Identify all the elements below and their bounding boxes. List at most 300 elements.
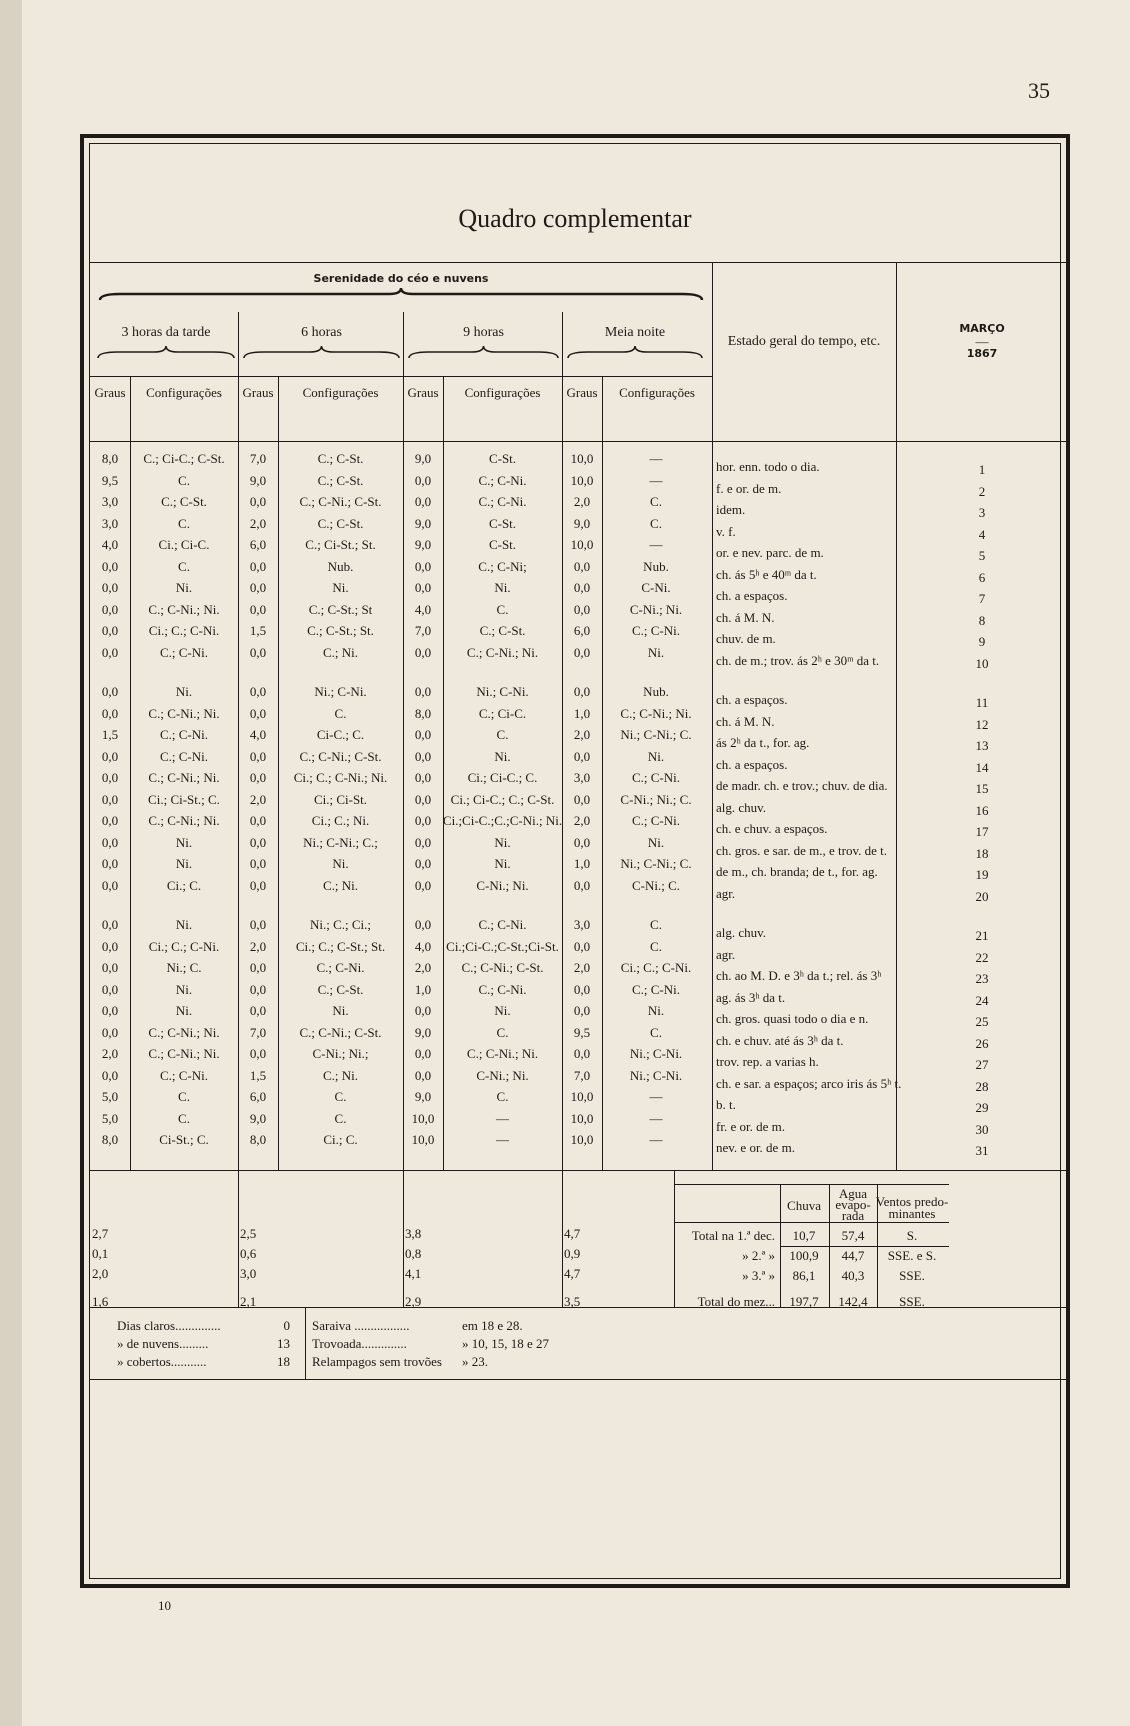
month-dash: —: [975, 334, 989, 349]
cell-graus: 10,0: [570, 537, 594, 552]
cell-config: Ni.: [175, 917, 193, 932]
cell-config: —: [496, 1132, 509, 1147]
cell-graus: 0,0: [101, 705, 119, 721]
cell-config: Ci-C.; C.: [316, 727, 365, 742]
totals-row-label: » 2.ª »: [742, 1248, 775, 1263]
cell-config: —: [649, 1089, 663, 1104]
mean-value: 0,1: [92, 1246, 109, 1261]
cell-config: —: [496, 1110, 509, 1126]
time-brace: [244, 346, 399, 358]
cell-config: C.; C-Ni.: [316, 960, 365, 975]
cell-config: C.: [496, 601, 509, 617]
cell-graus: 2,0: [573, 727, 591, 742]
cell-graus: 0,0: [414, 494, 432, 509]
mean-value: 4,1: [405, 1266, 422, 1281]
cell-config: C.; C-St.: [317, 515, 364, 531]
cell-graus: 0,0: [249, 877, 267, 893]
cell-config: Ni.: [494, 834, 511, 850]
signature-mark: 10: [158, 1598, 171, 1613]
cell-config: Ci.; C.; C-Ni.: [620, 960, 692, 975]
cell-graus: 0,0: [414, 791, 432, 807]
cell-graus: 0,0: [101, 770, 119, 785]
cell-graus: 0,0: [414, 727, 432, 742]
cell-config: C-Ni.: [641, 580, 671, 595]
summary-value: » 23.: [462, 1354, 488, 1369]
cell-graus: 5,0: [101, 1110, 119, 1126]
cell-config: Ci.; C.; C-Ni.: [148, 938, 220, 954]
summary-value: » 10, 15, 18 e 27: [462, 1336, 550, 1351]
cell-config: Ci.; Ci-St.; C.: [148, 791, 220, 807]
cell-config: C.; C-Ni.; C-St.: [299, 1024, 382, 1040]
mean-value: 2,5: [240, 1226, 257, 1241]
cell-graus: 0,0: [249, 580, 267, 595]
cell-graus: 2,0: [249, 938, 267, 954]
mean-value: 3,0: [240, 1266, 257, 1281]
cell-config: C.; C-Ni.; C-St.: [299, 494, 382, 509]
mean-value: 0,6: [240, 1246, 257, 1261]
cell-graus: 5,0: [101, 1089, 119, 1104]
cell-config: C.; C-Ni.; Ni.: [466, 1046, 539, 1061]
cell-graus: 2,0: [573, 813, 591, 828]
cell-graus: 1,0: [414, 981, 432, 997]
cell-graus: 0,0: [414, 834, 432, 850]
cell-graus: 0,0: [101, 938, 119, 954]
time-heading: 6 horas: [301, 325, 342, 340]
cell-graus: 0,0: [101, 1067, 119, 1083]
config-heading: Configurações: [146, 385, 222, 400]
cell-day: 17: [975, 824, 989, 839]
cell-config: Ci.; Ci-C.; C.; C-St.: [450, 791, 555, 807]
cell-day: 20: [975, 888, 989, 904]
cell-graus: 10,0: [411, 1132, 435, 1147]
cell-config: C-Ni.; C.: [631, 877, 681, 893]
cell-config: C.; C-Ni.; Ni.: [148, 1046, 220, 1061]
cell-graus: 7,0: [414, 623, 432, 638]
cell-graus: 0,0: [101, 856, 119, 871]
cell-config: C.; C-Ni.; Ni.: [148, 601, 220, 617]
config-heading: Configurações: [464, 385, 541, 400]
cell-estado: chuv. de m.: [716, 631, 776, 646]
cell-graus: 0,0: [573, 684, 591, 699]
cell-graus: 10,0: [570, 451, 594, 466]
time-heading: 9 horas: [463, 325, 504, 340]
cell-estado: v. f.: [716, 523, 736, 539]
cell-graus: 0,0: [101, 834, 119, 850]
totals-ventos-heading: minantes: [888, 1206, 936, 1221]
cell-graus: 10,0: [570, 1089, 594, 1104]
cell-estado: nev. e or. de m.: [716, 1140, 795, 1155]
cell-graus: 9,0: [249, 1110, 267, 1126]
totals-agua-value: 57,4: [841, 1228, 865, 1243]
cell-config: Ni.: [647, 834, 665, 850]
cell-graus: 1,5: [249, 1067, 267, 1083]
time-heading: 3 horas da tarde: [121, 325, 211, 340]
cell-graus: 3,0: [573, 917, 591, 932]
cell-estado: ch. de m.; trov. ás 2ʰ e 30ᵐ da t.: [716, 652, 880, 668]
cell-config: —: [649, 1110, 663, 1126]
cell-estado: fr. e or. de m.: [716, 1118, 785, 1134]
cell-graus: 1,5: [101, 727, 119, 742]
cell-graus: 0,0: [101, 580, 119, 595]
cell-config: C-Ni.; Ni.: [629, 601, 683, 617]
cell-estado: ch. gros. quasi todo o dia e n.: [716, 1011, 869, 1026]
cell-estado: ás 2ʰ da t., for. ag.: [716, 735, 810, 750]
cell-config: Ni.: [494, 856, 511, 871]
cell-graus: 6,0: [573, 623, 591, 638]
cell-graus: 2,0: [249, 791, 267, 807]
cell-config: C.; C-Ni;: [478, 558, 527, 574]
cell-config: Ni.: [494, 1003, 511, 1018]
cell-estado: ag. ás 3ʰ da t.: [716, 989, 786, 1005]
cell-graus: 0,0: [414, 917, 432, 932]
cell-estado: ch. e sar. a espaços; arco iris ás 5ʰ t.: [716, 1075, 902, 1091]
page-number: 35: [1028, 78, 1050, 103]
cell-config: C.; C-St.: [161, 494, 207, 509]
cell-config: Ci.; C.; C-Ni.; Ni.: [293, 770, 388, 785]
cell-estado: idem.: [716, 502, 746, 517]
cell-config: C.; C-Ni.: [159, 644, 209, 660]
cell-graus: 7,0: [573, 1067, 591, 1083]
cell-day: 9: [978, 634, 986, 649]
cell-graus: 9,0: [249, 472, 267, 488]
summary-label: » cobertos...........: [117, 1354, 207, 1369]
cell-graus: 0,0: [101, 684, 119, 699]
cell-estado: ch. a espaços.: [716, 588, 788, 603]
cell-graus: 0,0: [101, 791, 119, 807]
cell-day: 29: [975, 1100, 989, 1115]
cell-estado: ch. á M. N.: [716, 609, 775, 625]
totals-ventos-value: SSE.: [899, 1268, 925, 1283]
cell-estado: trov. rep. a varias h.: [716, 1054, 819, 1069]
cell-graus: 0,0: [249, 558, 267, 574]
cell-config: C.; C-Ni.; Ni.: [466, 644, 539, 660]
cell-config: —: [649, 537, 663, 552]
cell-config: —: [649, 472, 663, 488]
summary-label: Trovoada..............: [312, 1336, 407, 1351]
cell-graus: 8,0: [249, 1132, 267, 1147]
col-divider-graus: [130, 376, 131, 1170]
cell-graus: 0,0: [249, 684, 267, 699]
cell-config: Ni.; C-Ni.; C.: [620, 727, 692, 742]
cell-graus: 0,0: [573, 877, 591, 893]
cell-graus: 7,0: [249, 451, 267, 466]
cell-day: 11: [975, 695, 989, 710]
cell-config: Ci-St.; C.: [159, 1132, 209, 1147]
cell-estado: hor. enn. todo o dia.: [716, 459, 820, 474]
cell-estado: ch. e chuv. a espaços.: [716, 821, 828, 836]
totals-chuva-divider: [780, 1184, 781, 1307]
table-frame-inner: [89, 143, 1061, 1579]
config-heading: Configurações: [619, 385, 695, 400]
cell-config: C.; C-St.: [317, 472, 364, 488]
totals-chuva-value: 86,1: [792, 1268, 816, 1283]
cell-config: Ni.: [175, 856, 193, 871]
cell-config: Ni.: [494, 748, 511, 764]
cell-config: Ni.: [494, 580, 511, 595]
summary-label: » de nuvens.........: [117, 1336, 209, 1351]
mean-value: 2,1: [240, 1294, 257, 1309]
cell-config: Ni.: [647, 1003, 665, 1018]
cell-config: C.: [650, 938, 662, 954]
cell-day: 21: [975, 928, 989, 943]
totals-agua-heading: rada: [841, 1208, 865, 1223]
summary-value: 13: [277, 1336, 290, 1351]
cell-graus: 1,0: [573, 856, 591, 871]
month-heading: MARÇO: [959, 322, 1005, 335]
cell-config: C.; C-Ni.: [478, 494, 527, 509]
cell-config: Ni.; C-Ni.: [629, 1067, 683, 1083]
cell-graus: 0,0: [414, 813, 432, 828]
cell-graus: 0,0: [573, 1003, 591, 1018]
cell-graus: 4,0: [414, 938, 432, 954]
col-divider-graus: [443, 376, 444, 1170]
year-heading: 1867: [966, 347, 998, 360]
cell-config: C.; Ci-C.: [478, 705, 527, 721]
cell-day: 30: [975, 1121, 989, 1137]
config-heading: Configurações: [302, 385, 379, 400]
cell-graus: 10,0: [570, 1110, 594, 1126]
cell-day: 4: [978, 526, 986, 542]
cell-graus: 9,0: [414, 515, 432, 531]
totals-header-rule: [674, 1184, 949, 1185]
cell-graus: 0,0: [101, 748, 119, 764]
cell-config: C-St.: [488, 515, 517, 531]
cell-config: C.; Ni.: [322, 877, 359, 893]
cell-config: Ci.; C.: [323, 1132, 358, 1147]
cell-graus: 0,0: [249, 494, 267, 509]
cell-day: 18: [975, 845, 989, 861]
cell-config: C.; C-Ni.; C-St.: [461, 960, 544, 975]
cell-config: C.: [334, 1089, 347, 1104]
totals-row-label: Total na 1.ª dec.: [691, 1228, 775, 1243]
totals-ventos-heading: Ventos predo-: [875, 1194, 949, 1209]
graus-heading: Graus: [94, 385, 126, 400]
cell-day: 1: [978, 462, 986, 477]
cell-config: Ni.; C.: [166, 960, 202, 975]
cell-graus: 0,0: [101, 601, 119, 617]
cell-graus: 0,0: [249, 834, 267, 850]
cell-config: Ni.: [175, 580, 193, 595]
cell-graus: 2,0: [101, 1046, 119, 1061]
cell-config: C.: [178, 1110, 190, 1126]
cell-graus: 0,0: [249, 748, 267, 764]
cell-config: C-Ni.; Ni.: [476, 877, 529, 893]
totals-agua-value: 44,7: [841, 1248, 865, 1263]
cell-graus: 0,0: [414, 644, 432, 660]
data-grid: [90, 144, 1060, 1578]
cell-config: Ni.: [647, 644, 665, 660]
cell-config: Ci.; Ci-St.: [313, 791, 368, 807]
cell-graus: 0,0: [573, 644, 591, 660]
cell-config: C.; C-Ni.; Ni.: [620, 705, 692, 721]
cell-config: Ni.: [647, 748, 665, 764]
summary-bottom-rule: [90, 1379, 1068, 1380]
cell-config: C.; Ci-C.; C-St.: [143, 451, 225, 466]
cell-graus: 9,0: [414, 1024, 432, 1040]
cell-graus: 2,0: [573, 960, 591, 975]
cell-config: C.; C-St.: [479, 623, 526, 638]
cell-config: C.; C-Ni.; Ni.: [148, 705, 220, 721]
cell-day: 6: [978, 569, 986, 585]
cell-day: 15: [975, 781, 989, 796]
cell-graus: 0,0: [573, 938, 591, 954]
cell-graus: 0,0: [414, 1003, 432, 1018]
cell-graus: 0,0: [249, 1046, 267, 1061]
cell-config: C.; C-Ni.; Ni.: [148, 813, 220, 828]
summary-divider: [305, 1307, 306, 1379]
cell-graus: 0,0: [101, 877, 119, 893]
cell-config: C.; Ci-St.; St.: [305, 537, 376, 552]
cell-graus: 3,0: [101, 494, 119, 509]
cell-day: 25: [975, 1014, 989, 1029]
cell-config: C.; C-Ni.; Ni.: [148, 1024, 220, 1040]
cell-estado: ch. ás 5ʰ e 40ᵐ da t.: [716, 566, 817, 582]
time-brace: [98, 346, 234, 358]
mean-value: 3,8: [405, 1226, 422, 1241]
cell-graus: 0,0: [573, 580, 591, 595]
cell-graus: 0,0: [573, 1046, 591, 1061]
cell-day: 2: [978, 483, 986, 499]
group-brace: [100, 288, 702, 300]
cell-config: Ni.: [175, 981, 193, 997]
time-brace: [568, 346, 702, 358]
cell-graus: 0,0: [573, 601, 591, 617]
cell-graus: 2,0: [573, 494, 591, 509]
col-divider-graus: [278, 376, 279, 1170]
cell-day: 13: [975, 738, 989, 753]
totals-agua-divider: [829, 1184, 830, 1307]
cell-config: C.; C-Ni.: [631, 813, 681, 828]
cell-config: Ci.; Ci-C.: [158, 537, 210, 552]
cell-config: C.; Ni.: [322, 1067, 359, 1083]
group-heading: Serenidade do céo e nuvens: [313, 272, 489, 285]
cell-estado: f. e or. de m.: [716, 480, 782, 496]
cell-graus: 0,0: [101, 960, 119, 975]
totals-row-label: » 3.ª »: [742, 1268, 775, 1283]
cell-config: C.: [496, 1089, 509, 1104]
cell-graus: 0,0: [249, 705, 267, 721]
cell-config: Ni.; C-Ni.; C.: [620, 856, 692, 871]
cell-config: —: [649, 451, 663, 466]
summary-value: 0: [283, 1318, 290, 1333]
cell-graus: 0,0: [414, 558, 432, 574]
cell-graus: 0,0: [414, 877, 432, 893]
cell-config: C.; C-Ni.: [478, 917, 527, 932]
cell-config: C.: [178, 515, 190, 531]
cell-graus: 8,0: [414, 705, 432, 721]
cell-estado: alg. chuv.: [716, 799, 767, 815]
cell-config: C.; C-Ni.: [159, 727, 209, 742]
totals-left-divider: [674, 1170, 675, 1307]
cell-graus: 10,0: [570, 1132, 594, 1147]
cell-graus: 10,0: [570, 472, 594, 488]
cell-graus: 0,0: [573, 748, 591, 764]
graus-heading: Graus: [566, 385, 598, 400]
cell-config: Ci.;Ci-C.;C-St.;Ci-St.: [446, 938, 559, 954]
cell-config: Ni.; C-Ni.: [476, 684, 529, 699]
mean-value: 3,5: [564, 1294, 581, 1309]
cell-graus: 3,0: [101, 515, 119, 531]
summary-label: Saraiva .................: [312, 1318, 410, 1333]
cell-graus: 1,0: [573, 705, 591, 721]
cell-config: C.; C-St.; St.: [307, 623, 374, 638]
cell-config: C.; C-St.: [317, 451, 364, 466]
cell-day: 24: [975, 992, 989, 1008]
cell-graus: 0,0: [573, 834, 591, 850]
cell-graus: 0,0: [101, 644, 119, 660]
cell-graus: 0,0: [101, 623, 119, 638]
cell-config: Ci.; Ci-C.; C.: [467, 770, 538, 785]
totals-agua-heading: Agua: [838, 1186, 868, 1201]
totals-chuva-value: 10,7: [792, 1228, 816, 1243]
totals-chuva-heading: Chuva: [787, 1198, 821, 1213]
cell-config: C.; C-St.; St: [308, 601, 373, 617]
totals-ventos-value: S.: [906, 1228, 918, 1243]
cell-graus: 0,0: [414, 472, 432, 488]
cell-estado: ch. e chuv. até ás 3ʰ da t.: [716, 1032, 844, 1048]
cell-config: C.: [496, 1024, 509, 1040]
mean-value: 2,0: [92, 1266, 109, 1281]
cell-graus: 0,0: [414, 1067, 432, 1083]
cell-config: Ni.: [332, 1003, 349, 1018]
cell-config: Ni.: [332, 580, 349, 595]
col-divider-time: [403, 312, 404, 1307]
cell-graus: 0,0: [414, 684, 432, 699]
cell-graus: 3,0: [573, 770, 591, 785]
graus-heading: Graus: [407, 385, 439, 400]
cell-config: C.: [178, 558, 190, 574]
totals-agua-heading: evapo-: [835, 1197, 871, 1212]
cell-graus: 9,5: [573, 1024, 591, 1040]
cell-graus: 10,0: [411, 1110, 435, 1126]
cell-graus: 0,0: [249, 917, 267, 932]
cell-estado: alg. chuv.: [716, 925, 767, 940]
cell-day: 28: [975, 1078, 989, 1094]
cell-day: 3: [978, 505, 986, 520]
cell-config: C.: [650, 515, 662, 531]
cell-graus: 0,0: [414, 580, 432, 595]
cell-day: 7: [978, 591, 986, 606]
cell-config: Ni.; C-Ni.: [314, 684, 367, 699]
time-heading: Meia noite: [604, 325, 666, 340]
cell-config: Ci.; C.; C-St.; St.: [295, 938, 386, 954]
cell-graus: 0,0: [414, 856, 432, 871]
cell-config: Nub.: [327, 558, 354, 574]
cell-graus: 0,0: [101, 1003, 119, 1018]
cell-config: C.: [650, 1024, 662, 1040]
cell-config: C-Ni.; Ni.: [476, 1067, 529, 1083]
cell-graus: 9,0: [573, 515, 591, 531]
graus-heading: Graus: [242, 385, 274, 400]
time-brace: [409, 346, 558, 358]
cell-config: C.: [334, 1110, 347, 1126]
cell-day: 27: [975, 1057, 989, 1072]
cell-config: Ni.: [175, 684, 193, 699]
cell-config: Ci.;Ci-C.;C.;C-Ni.; Ni.: [442, 813, 563, 828]
cell-config: C-Ni.; Ni.; C.: [620, 791, 692, 807]
cell-config: C.: [650, 917, 662, 932]
cell-graus: 8,0: [101, 451, 119, 466]
totals-ventos-value: SSE.: [899, 1294, 925, 1309]
cell-graus: 7,0: [249, 1024, 267, 1040]
cell-estado: agr.: [716, 885, 736, 901]
cell-graus: 4,0: [414, 601, 432, 617]
cell-estado: ch. a espaços.: [716, 692, 788, 707]
cell-config: Ni.; C-Ni.; C.;: [303, 834, 378, 850]
cell-config: C.; Ni.: [322, 644, 359, 660]
mean-value: 0,9: [564, 1246, 581, 1261]
cell-config: C.; C-Ni.; C-St.: [299, 748, 382, 764]
